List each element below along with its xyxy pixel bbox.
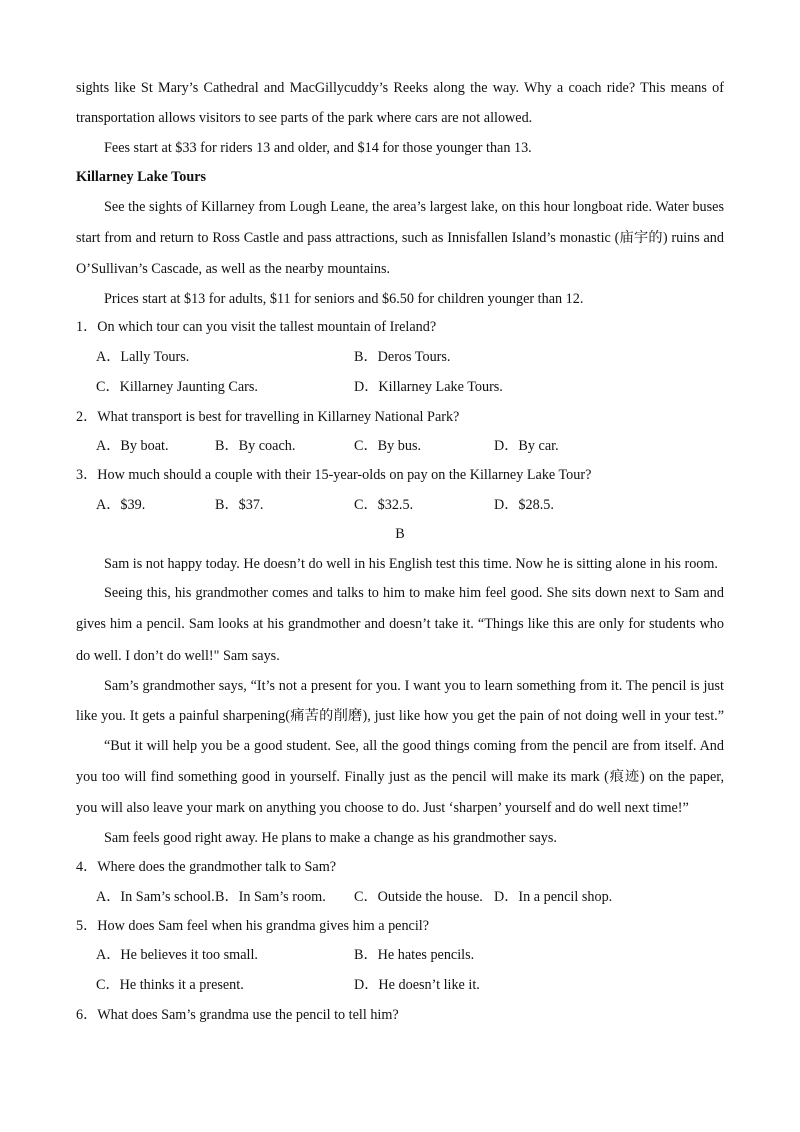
question-4-option-c[interactable]: C．Outside the house. [354,889,483,905]
question-2-option-d[interactable]: D．By car. [494,438,559,454]
section-heading-killarney-lake-tours: Killarney Lake Tours [76,169,207,185]
question-1-stem: 1．On which tour can you visit the tallest mountain of Ireland? [76,319,437,335]
question-1-options-row-2 [96,377,736,397]
question-5-stem: 5．How does Sam feel when his grandma gives him a pencil? [76,918,430,934]
question-5-options-row-2 [96,975,736,995]
passage-a-paragraph-1-line-2: transportation allows visitors to see parts of the park where cars are not allowed. [76,110,533,126]
question-4-option-b[interactable]: B．In Sam’s room. [215,889,326,905]
passage-b-paragraph-4-line-1: “But it will help you be a good student. See, all the good things coming from the pencil are from itself. And [104,738,724,754]
question-5-option-c[interactable]: C．He thinks it a present. [96,977,244,993]
question-2-option-c[interactable]: C．By bus. [354,438,422,454]
question-3-stem: 3．How much should a couple with their 15-year-olds on pay on the Killarney Lake Tour? [76,467,592,483]
question-3-option-b[interactable]: B．$37. [215,497,264,513]
passage-b-paragraph-2-line-3: do well. I don’t do well!" Sam says. [76,648,280,664]
passage-b-paragraph-3-line-1: Sam’s grandmother says, “It’s not a present for you. I want you to learn something from it. The pencil is just [104,678,724,694]
question-4-option-a[interactable]: A．In Sam’s school. [96,889,215,905]
question-1-option-b[interactable]: B．Deros Tours. [354,349,451,365]
passage-b-paragraph-4-line-3: you will also leave your mark on anything you choose to do. Just ‘sharpen’ yourself and do well next time!” [76,800,689,816]
section-b-label: B [395,526,405,542]
question-4-options-row [96,887,736,907]
passage-b-paragraph-4-line-2: you too will find something good in yourself. Finally just as the pencil will make its mark (痕迹) on the paper, [76,769,724,785]
question-2-option-b[interactable]: B．By coach. [215,438,296,454]
question-4-option-d[interactable]: D．In a pencil shop. [494,889,613,905]
question-5-option-a[interactable]: A．He believes it too small. [96,947,258,963]
question-1-option-a[interactable]: A．Lally Tours. [96,349,190,365]
question-1-option-d[interactable]: D．Killarney Lake Tours. [354,379,503,395]
question-6-stem: 6．What does Sam’s grandma use the pencil to tell him? [76,1007,399,1023]
passage-b-paragraph-3-line-2: like you. It gets a painful sharpening(痛苦的削磨), just like how you get the pain of not doing well in your test.” [76,708,724,724]
question-1-option-c[interactable]: C．Killarney Jaunting Cars. [96,379,258,395]
question-5-options-row-1 [96,945,736,965]
question-3-option-d[interactable]: D．$28.5. [494,497,554,513]
passage-a-paragraph-3-line-3: O’Sullivan’s Cascade, as well as the nearby mountains. [76,261,391,277]
passage-a-paragraph-3-line-2: start from and return to Ross Castle and pass attractions, such as Innisfallen Island’s monastic (庙宇的) ruins and [76,230,724,246]
question-3-option-a[interactable]: A．$39. [96,497,146,513]
passage-a-paragraph-3-line-1: See the sights of Killarney from Lough Leane, the area’s largest lake, on this hour longboat ride. Water buses [104,199,724,215]
question-2-options-row [96,436,736,456]
passage-b-paragraph-5: Sam feels good right away. He plans to make a change as his grandmother says. [104,830,557,846]
question-5-option-b[interactable]: B．He hates pencils. [354,947,475,963]
passage-b-paragraph-2-line-1: Seeing this, his grandmother comes and talks to him to make him feel good. She sits down next to Sam and [104,585,724,601]
passage-a-paragraph-1-line-1: sights like St Mary’s Cathedral and MacGillycuddy’s Reeks along the way. Why a coach ride? This means of [76,80,724,96]
passage-a-paragraph-2: Fees start at $33 for riders 13 and older, and $14 for those younger than 13. [104,140,532,156]
question-3-options-row [96,495,736,515]
question-1-options-row-1 [96,347,736,367]
question-3-option-c[interactable]: C．$32.5. [354,497,414,513]
question-5-option-d[interactable]: D．He doesn’t like it. [354,977,480,993]
passage-b-paragraph-1: Sam is not happy today. He doesn’t do well in his English test this time. Now he is sitting alone in his room. [104,556,718,572]
question-2-option-a[interactable]: A．By boat. [96,438,169,454]
question-2-stem: 2．What transport is best for travelling in Killarney National Park? [76,409,460,425]
passage-a-paragraph-4: Prices start at $13 for adults, $11 for seniors and $6.50 for children younger than 12. [104,291,584,307]
question-4-stem: 4．Where does the grandmother talk to Sam? [76,859,337,875]
passage-b-paragraph-2-line-2: gives him a pencil. Sam looks at his grandmother and doesn’t take it. “Things like this are only for students who [76,616,724,632]
